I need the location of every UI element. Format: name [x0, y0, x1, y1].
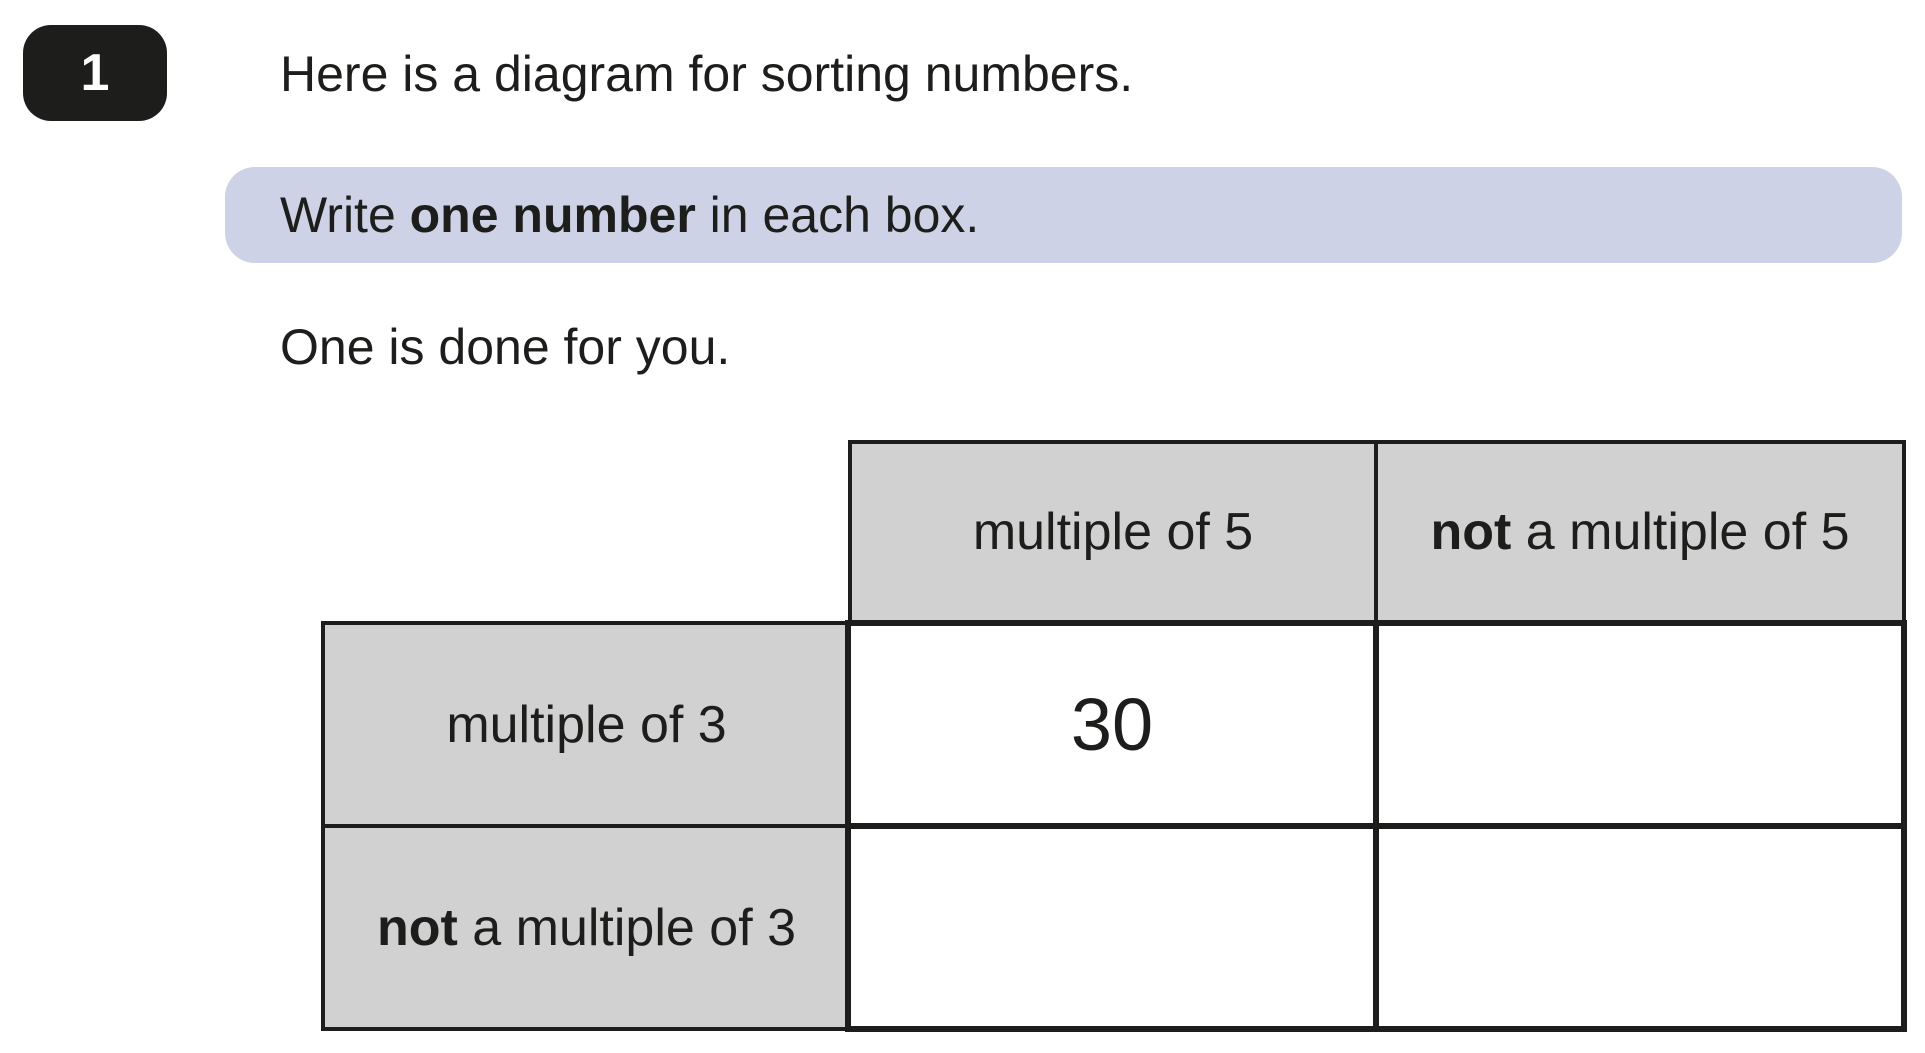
row-header-bold: not — [376, 898, 458, 957]
column-header-bold: not — [1430, 503, 1512, 561]
row-header-label: multiple of 3 — [446, 695, 727, 754]
answer-value: 30 — [1070, 683, 1154, 766]
question-number-badge — [23, 25, 167, 121]
row-header-label: a multiple of 3 — [457, 898, 797, 957]
question-number: 1 — [80, 44, 110, 102]
row-header-multiple-of-3 — [321, 621, 852, 828]
instruction-suffix: in each box. — [695, 187, 980, 243]
row-header-not-multiple-of-3 — [321, 824, 852, 1031]
instruction-emphasis: one number — [409, 187, 696, 243]
worked-example-note: One is done for you. — [280, 319, 731, 375]
column-header-label: multiple of 5 — [972, 503, 1254, 561]
answer-box-mult3-mult5 — [845, 620, 1379, 829]
instruction-prefix: Write — [280, 187, 410, 243]
answer-box-not-mult3-mult5[interactable] — [845, 823, 1379, 1032]
instruction-text — [280, 183, 979, 247]
answer-box-mult3-not-mult5[interactable] — [1373, 620, 1907, 829]
answer-box-not-mult3-not-mult5[interactable] — [1373, 823, 1907, 1032]
question-intro: Here is a diagram for sorting numbers. — [280, 46, 1134, 102]
column-header-multiple-of-5 — [848, 440, 1378, 624]
instruction-box — [225, 167, 1902, 263]
column-header-not-multiple-of-5 — [1374, 440, 1906, 624]
column-header-label: a multiple of 5 — [1511, 503, 1850, 561]
